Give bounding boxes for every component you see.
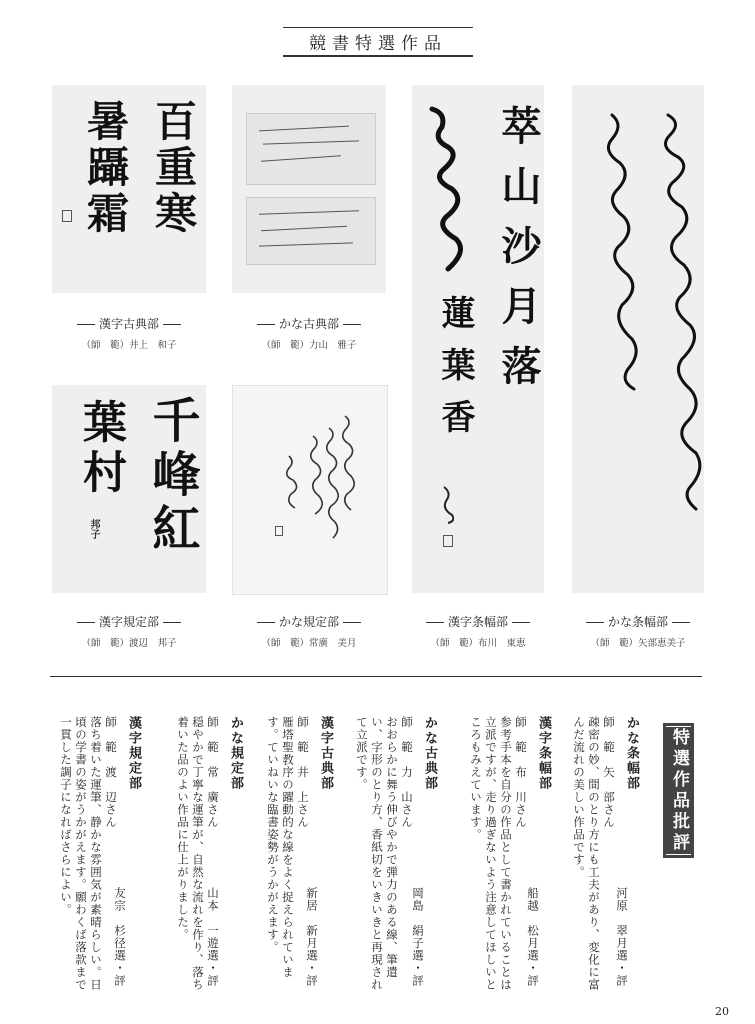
credit-kanji-koten: （師 範）井上 和子: [81, 340, 177, 351]
review-heading-kanji-jofuku: 漢字条幅部: [536, 716, 551, 791]
review-line: 雁塔聖教序の躍動的な線をよく捉えられていま: [281, 716, 295, 979]
credit-kana-koten: （師 範）力山 雅子: [261, 340, 357, 351]
reviewer-kanji-kitei: 友宗 杉径選・評: [113, 887, 127, 987]
reviewer-kana-koten: 岡島 絹子選・評: [411, 887, 425, 987]
caption-kanji-kitei: [52, 613, 206, 630]
review-heading-kanji-kitei: 漢字規定部: [126, 716, 141, 791]
credit-kana-jofuku: （師 範）矢部恵美子: [590, 638, 686, 649]
artwork-kana-kitei: [232, 385, 388, 595]
artwork-kanji-kitei-col1: 千峰紅: [144, 395, 200, 557]
review-heading-kana-jofuku: かな条幅部: [624, 716, 639, 791]
artwork-seal: [62, 210, 72, 222]
page-number: 20: [715, 1005, 729, 1018]
caption-kanji-jofuku: [412, 613, 544, 630]
artwork-kanji-jofuku-signature: [442, 485, 454, 525]
review-line: て立派です。: [355, 716, 369, 791]
artwork-seal: [275, 526, 283, 536]
review-line: んだ流れの美しい作品です。: [572, 716, 586, 879]
reviewer-kanji-jofuku: 船越 松月選・評: [526, 887, 540, 987]
artwork-seal: [443, 535, 453, 547]
review-line: 一貫した調子になればさらによい。: [59, 716, 73, 916]
artwork-kana-koten-sheet-2: [246, 197, 376, 265]
section-divider: [50, 676, 702, 677]
artwork-kanji-kitei: [52, 385, 206, 593]
caption-kanji-kitei-label: 漢字規定部: [98, 615, 159, 629]
caption-kana-koten-label: かな古典部: [278, 317, 339, 331]
artwork-kana-kitei-script: [233, 386, 387, 594]
review-heading-kanji-koten: 漢字古典部: [318, 716, 333, 791]
credit-kana-kitei: （師 範）常廣 美月: [261, 638, 357, 649]
reviewer-kana-jofuku: 河原 翠月選・評: [615, 887, 629, 987]
reviewer-kanji-koten: 新居 新月選・評: [305, 887, 319, 987]
artwork-kana-jofuku: [572, 85, 704, 593]
caption-kanji-koten-label: 漢字古典部: [98, 317, 159, 331]
artwork-kanji-koten-col1: 百重寒: [149, 99, 198, 237]
caption-kana-jofuku: [572, 613, 704, 630]
review-line: 着いた品のよい作品に仕上がりました。: [176, 716, 190, 941]
credit-kanji-kitei: （師 範）渡辺 邦子: [81, 638, 177, 649]
caption-kanji-jofuku-label: 漢字条幅部: [447, 615, 508, 629]
artwork-kanji-kitei-signature: 邦子: [88, 519, 99, 539]
review-line: 立派ですが、走り過ぎないよう注意してほしいと: [484, 716, 498, 991]
caption-kana-kitei-label: かな規定部: [278, 615, 339, 629]
artwork-kana-jofuku-script: [572, 85, 704, 593]
review-banner: 特選作品批評: [663, 723, 694, 858]
review-line: 師 範 矢 部さん: [602, 716, 616, 829]
review-line: 師 範 力 山さん: [400, 716, 414, 829]
review-line: 師 範 布 川さん: [514, 716, 528, 829]
review-line: 師 範 渡 辺さん: [104, 716, 118, 829]
review-line: 師 範 常 廣さん: [206, 716, 220, 829]
review-line: ころもみえています。: [469, 716, 483, 841]
review-line: 疎密の妙、間のとり方にも工夫があり、変化に富: [587, 716, 601, 991]
caption-kana-kitei: [232, 613, 386, 630]
page-title: 競書特選作品: [283, 33, 473, 57]
review-heading-kana-koten: かな古典部: [422, 716, 437, 791]
artwork-kanji-koten: [52, 85, 206, 293]
review-line: い、字形のとり方、香紙切をいきいきと再現され: [370, 716, 384, 991]
review-line: す。ていねいな臨書姿勢がうかがえます。: [266, 716, 280, 954]
caption-kana-koten: [232, 315, 386, 332]
reviewer-kana-kitei: 山本 一遊選・評: [206, 887, 220, 987]
artwork-kana-koten: [232, 85, 386, 293]
review-line: 参考手本を自分の作品として書かれていることは: [499, 716, 513, 991]
review-line: 頃の学書の姿がうかがえます。願わくば落款まで: [74, 716, 88, 991]
artwork-kana-koten-sheet-1: [246, 113, 376, 185]
review-line: おおらかに舞う伸びやかで弾力のある線、筆遣: [385, 716, 399, 979]
review-heading-kana-kitei: かな規定部: [228, 716, 243, 791]
caption-kanji-koten: [52, 315, 206, 332]
artwork-kanji-jofuku: [412, 85, 544, 593]
credit-kanji-jofuku: （師 範）布川 東恵: [430, 638, 526, 649]
review-line: 落ち着いた運筆、静かな雰囲気が素晴らしい。日: [89, 716, 103, 991]
review-line: 穏やかで丁寧な運筆が、自然な流れを作り、落ち: [191, 716, 205, 991]
review-line: 師 範 井 上さん: [296, 716, 310, 829]
artwork-kanji-jofuku-col2: 蓮葉香: [435, 295, 475, 451]
artwork-kanji-kitei-col2: 葉村: [75, 399, 126, 499]
caption-kana-jofuku-label: かな条幅部: [607, 615, 668, 629]
artwork-kanji-jofuku-col1: 萃山沙月落: [495, 105, 542, 405]
artwork-kanji-jofuku-script: [424, 103, 464, 293]
artwork-kanji-koten-col2: 暑躡霜: [81, 99, 130, 237]
